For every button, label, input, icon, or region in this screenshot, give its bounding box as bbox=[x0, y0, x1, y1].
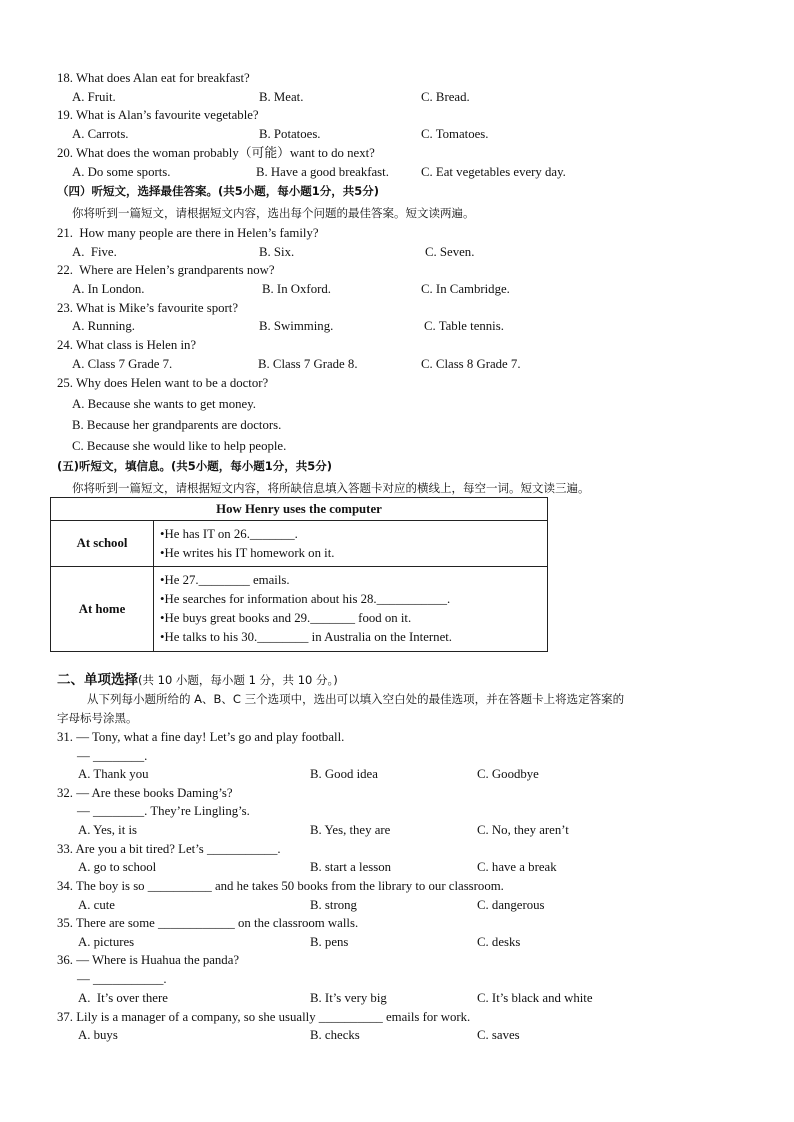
question-24: 24. What class is Helen in? bbox=[57, 338, 197, 352]
option-37-a: A. buys bbox=[78, 1028, 118, 1042]
option-19-a: A. Carrots. bbox=[72, 127, 129, 141]
option-24-a: A. Class 7 Grade 7. bbox=[72, 357, 173, 371]
option-33-c: C. have a break bbox=[477, 860, 557, 874]
reply-32: — ________. They’re Lingling’s. bbox=[77, 804, 250, 818]
blank-29-line: •He buys great books and 29._______ food on it. bbox=[160, 611, 412, 625]
option-31-a: A. Thank you bbox=[78, 767, 149, 781]
option-19-b: B. Potatoes. bbox=[259, 127, 321, 141]
option-36-b: B. It’s very big bbox=[310, 991, 387, 1005]
question-21: 21. How many people are there in Helen’s family? bbox=[57, 226, 319, 240]
option-23-a: A. Running. bbox=[72, 319, 135, 333]
option-37-c: C. saves bbox=[477, 1028, 520, 1042]
row-label-at-home: At home bbox=[51, 567, 154, 652]
reply-36: — ___________. bbox=[77, 972, 167, 986]
question-37: 37. Lily is a manager of a company, so she usually __________ emails for work. bbox=[57, 1010, 471, 1024]
option-22-b: B. In Oxford. bbox=[262, 282, 331, 296]
part-2-heading: 二、单项选择 bbox=[57, 672, 138, 688]
option-31-b: B. Good idea bbox=[310, 767, 378, 781]
section-5-title: (五)听短文，填信息。(共5小题，每小题1分，共5分) bbox=[57, 459, 333, 473]
part-2-instruction-1: 从下列每小题所给的 A、B、C 三个选项中，选出可以填入空白处的最佳选项，并在答题卡上将选定答案的 bbox=[87, 692, 625, 706]
option-24-c: C. Class 8 Grade 7. bbox=[421, 357, 521, 371]
row-content-at-home bbox=[154, 567, 548, 652]
question-35: 35. There are some ____________ on the classroom walls. bbox=[57, 916, 359, 930]
option-32-b: B. Yes, they are bbox=[310, 823, 391, 837]
option-18-b: B. Meat. bbox=[259, 90, 304, 104]
option-20-a: A. Do some sports. bbox=[72, 165, 171, 179]
blank-28-line: •He searches for information about his 28.___________. bbox=[160, 592, 451, 607]
info-table-title: How Henry uses the computer bbox=[51, 498, 548, 521]
blank-30-line: •He talks to his 30.________ in Australia on the Internet. bbox=[160, 629, 453, 644]
question-18: 18. What does Alan eat for breakfast? bbox=[57, 71, 250, 85]
option-35-b: B. pens bbox=[310, 935, 349, 949]
option-34-c: C. dangerous bbox=[477, 898, 545, 912]
option-32-a: A. Yes, it is bbox=[78, 823, 138, 837]
part-2-instruction-2: 字母标号涂黑。 bbox=[57, 711, 138, 725]
part-2-heading-note: (共 10 小题，每小题 1 分，共 10 分。) bbox=[138, 673, 338, 687]
question-33: 33. Are you a bit tired? Let’s ___________. bbox=[57, 842, 281, 856]
option-21-a: A. Five. bbox=[72, 245, 117, 259]
blank-26-line: •He has IT on 26._______. bbox=[160, 526, 298, 541]
question-34: 34. The boy is so __________ and he takes 50 books from the library to our classroom. bbox=[57, 879, 504, 893]
question-19: 19. What is Alan’s favourite vegetable? bbox=[57, 108, 259, 122]
question-31: 31. — Tony, what a fine day! Let’s go and play football. bbox=[57, 730, 345, 744]
option-23-c: C. Table tennis. bbox=[424, 319, 504, 333]
option-25-a: A. Because she wants to get money. bbox=[72, 397, 256, 411]
section-4-title: （四）听短文，选择最佳答案。(共5小题，每小题1分，共5分) bbox=[57, 184, 380, 198]
option-31-c: C. Goodbye bbox=[477, 767, 539, 781]
option-25-b: B. Because her grandparents are doctors. bbox=[72, 418, 282, 432]
part-2-header bbox=[57, 672, 338, 688]
option-22-a: A. In London. bbox=[72, 282, 145, 296]
option-18-c: C. Bread. bbox=[421, 90, 470, 104]
option-35-c: C. desks bbox=[477, 935, 521, 949]
option-32-c: C. No, they aren’t bbox=[477, 823, 569, 837]
option-33-a: A. go to school bbox=[78, 860, 157, 874]
question-36: 36. — Where is Huahua the panda? bbox=[57, 953, 240, 967]
info-table bbox=[50, 497, 548, 652]
question-23: 23. What is Mike’s favourite sport? bbox=[57, 301, 239, 315]
option-36-c: C. It’s black and white bbox=[477, 991, 593, 1005]
reply-31: — ________. bbox=[77, 749, 148, 763]
section-5-instruction: 你将听到一篇短文，请根据短文内容，将所缺信息填入答题卡对应的横线上，每空一词。短文读三遍。 bbox=[72, 481, 590, 495]
school-line-2: •He writes his IT homework on it. bbox=[160, 545, 335, 560]
question-22: 22. Where are Helen’s grandparents now? bbox=[57, 263, 275, 277]
row-label-at-school: At school bbox=[51, 521, 154, 567]
question-25: 25. Why does Helen want to be a doctor? bbox=[57, 376, 269, 390]
blank-27-line: •He 27.________ emails. bbox=[160, 573, 290, 588]
question-20: 20. What does the woman probably（可能）want to do next? bbox=[57, 146, 375, 160]
option-34-a: A. cute bbox=[78, 898, 115, 912]
option-24-b: B. Class 7 Grade 8. bbox=[258, 357, 358, 371]
section-4-instruction: 你将听到一篇短文，请根据短文内容，选出每个问题的最佳答案。短文读两遍。 bbox=[72, 206, 475, 220]
row-content-at-school bbox=[154, 521, 548, 567]
option-37-b: B. checks bbox=[310, 1028, 360, 1042]
option-22-c: C. In Cambridge. bbox=[421, 282, 510, 296]
option-35-a: A. pictures bbox=[78, 935, 135, 949]
option-36-a: A. It’s over there bbox=[78, 991, 168, 1005]
question-32: 32. — Are these books Daming’s? bbox=[57, 786, 233, 800]
option-20-b: B. Have a good breakfast. bbox=[256, 165, 389, 179]
option-19-c: C. Tomatoes. bbox=[421, 127, 489, 141]
option-18-a: A. Fruit. bbox=[72, 90, 116, 104]
option-23-b: B. Swimming. bbox=[259, 319, 334, 333]
option-21-c: C. Seven. bbox=[425, 245, 475, 259]
option-21-b: B. Six. bbox=[259, 245, 295, 259]
option-33-b: B. start a lesson bbox=[310, 860, 392, 874]
option-20-c: C. Eat vegetables every day. bbox=[421, 165, 566, 179]
option-34-b: B. strong bbox=[310, 898, 357, 912]
option-25-c: C. Because she would like to help people. bbox=[72, 439, 287, 453]
